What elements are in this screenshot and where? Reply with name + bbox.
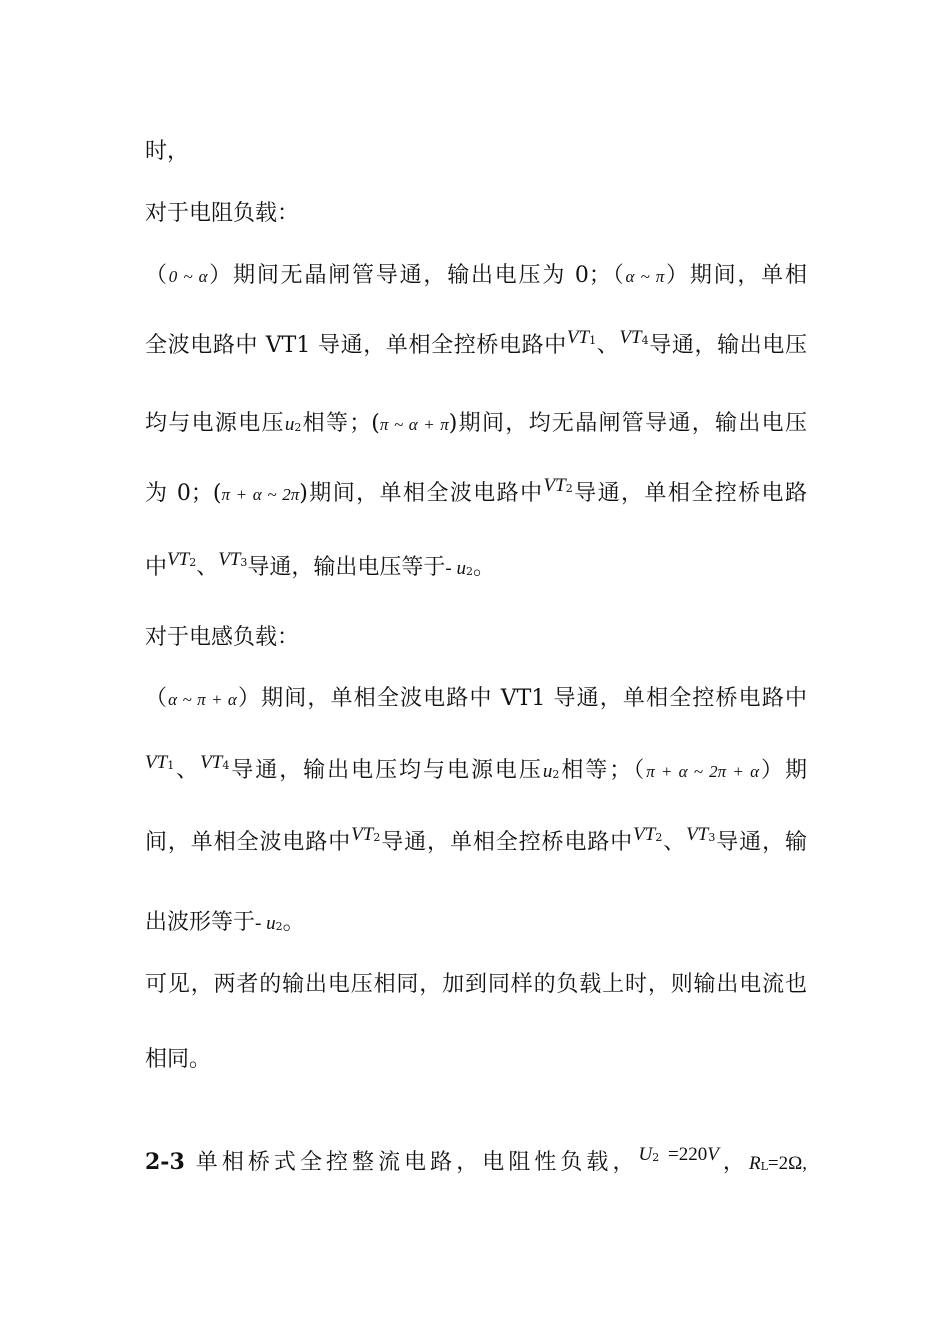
- text-line-4: [145, 327, 807, 365]
- text-line-14: [145, 1045, 807, 1075]
- math-interval: π ~ α + π: [379, 415, 449, 434]
- math-subscript: 2: [189, 556, 197, 569]
- text-fragment: 间，单相全波电路中: [145, 830, 352, 855]
- math-symbol: VT: [686, 824, 709, 845]
- math-subscript: 4: [641, 334, 649, 347]
- text-fragment: 。: [282, 910, 305, 935]
- math-subscript: 1: [167, 759, 175, 772]
- math-symbol: - u: [255, 913, 276, 934]
- problem-number: 2-3: [145, 1149, 185, 1175]
- text-fragment: 导通，单相全控桥电路中: [380, 830, 634, 855]
- text-line-2: [145, 199, 807, 229]
- math-symbol: VT: [543, 475, 566, 496]
- math-subscript: 2: [466, 565, 473, 578]
- text-fragment: 中: [145, 555, 168, 580]
- math-unit: V: [707, 1144, 719, 1165]
- text-line-12: [145, 908, 807, 942]
- math-subscript: 1: [589, 334, 597, 347]
- math-value: =2Ω,: [767, 1153, 807, 1174]
- math-interval: 0 ~ α: [168, 267, 208, 286]
- text-fragment: ）期间，单相: [664, 263, 807, 288]
- text-fragment: )期间，单相全波电路中: [299, 481, 544, 506]
- math-symbol: VT: [619, 327, 642, 348]
- math-symbol: VT: [566, 327, 590, 348]
- math-symbol: VT: [145, 752, 168, 773]
- text-fragment: 、: [662, 830, 687, 855]
- text-fragment: 导通，输出电压: [648, 333, 807, 358]
- text-line-5: [145, 409, 807, 443]
- text-fragment: （: [145, 263, 169, 288]
- math-subscript: 2: [373, 831, 381, 844]
- text-fragment: （: [145, 686, 169, 711]
- math-symbol: u: [542, 761, 553, 782]
- math-interval: α ~ π + α: [168, 690, 237, 709]
- text-line-9: [145, 684, 807, 715]
- math-symbol: u: [284, 414, 295, 435]
- text-fragment: 、: [596, 333, 620, 358]
- text-fragment: 、: [174, 758, 201, 783]
- problem-line: [145, 1144, 807, 1182]
- text-fragment: 、: [196, 555, 219, 580]
- text-fragment: 时，: [145, 139, 190, 164]
- text-fragment: 均与电源电压: [145, 411, 285, 436]
- math-value: =220: [659, 1144, 708, 1165]
- math-subscript: 2: [565, 482, 573, 495]
- text-fragment: ，: [718, 1150, 749, 1175]
- text-line-1: [145, 137, 807, 167]
- text-line-6: [145, 475, 807, 513]
- math-interval: α ~ π: [625, 267, 665, 286]
- math-subscript: 3: [708, 831, 716, 844]
- text-fragment: 相同。: [145, 1047, 212, 1072]
- math-interval: π + α ~ 2π: [221, 485, 300, 504]
- text-fragment: 导通，输: [715, 830, 807, 855]
- math-symbol: - u: [445, 558, 466, 579]
- text-fragment: )期间，均无晶闸管导通，输出电压: [448, 411, 807, 436]
- text-fragment: 为 0；(: [145, 481, 222, 506]
- text-fragment: ）期: [759, 758, 807, 783]
- math-subscript: 3: [240, 556, 248, 569]
- text-fragment: ）期间，单相全波电路中 VT1 导通，单相全控桥电路中: [236, 686, 807, 711]
- text-fragment: 导通，单相全控桥电路: [572, 481, 807, 506]
- math-subscript: 4: [222, 759, 230, 772]
- math-symbol: VT: [351, 824, 374, 845]
- inductive-load-heading: 对于电感负载：: [145, 625, 300, 650]
- text-fragment: 单相桥式全控整流电路，电阻性负载，: [184, 1150, 639, 1175]
- text-line-8: [145, 623, 807, 653]
- math-symbol: VT: [218, 549, 241, 570]
- text-line-7: [145, 549, 807, 587]
- math-symbol: R: [748, 1153, 761, 1174]
- text-line-11: [145, 824, 807, 862]
- text-fragment: ）期间无晶闸管导通，输出电压为 0；（: [207, 263, 626, 288]
- math-subscript: 2: [552, 768, 560, 781]
- math-subscript: 2: [652, 1151, 660, 1164]
- math-subscript: 2: [275, 920, 283, 933]
- text-fragment: 导通，输出电压等于: [247, 555, 446, 580]
- text-fragment: 导通，输出电压均与电源电压: [229, 758, 543, 783]
- math-subscript: L: [760, 1160, 768, 1173]
- text-line-13: [145, 970, 807, 1000]
- text-fragment: 可见，两者的输出电压相同，加到同样的负载上时，则输出电流也: [145, 972, 807, 997]
- text-fragment: 全波电路中 VT1 导通，单相全控桥电路中: [145, 333, 567, 358]
- math-subscript: 2: [294, 421, 302, 434]
- math-subscript: 2: [655, 831, 663, 844]
- resistive-load-heading: 对于电阻负载：: [145, 201, 300, 226]
- text-fragment: 相等；(: [301, 411, 380, 436]
- text-line-3: [145, 261, 807, 292]
- math-symbol: VT: [167, 549, 190, 570]
- text-fragment: 相等；（: [559, 758, 647, 783]
- math-symbol: VT: [633, 824, 656, 845]
- text-fragment: 。: [473, 555, 496, 580]
- math-symbol: U: [638, 1144, 653, 1165]
- math-interval: π + α ~ 2π + α: [646, 762, 760, 781]
- text-fragment: 出波形等于: [145, 910, 256, 935]
- math-symbol: VT: [200, 752, 223, 773]
- text-line-10: [145, 752, 807, 790]
